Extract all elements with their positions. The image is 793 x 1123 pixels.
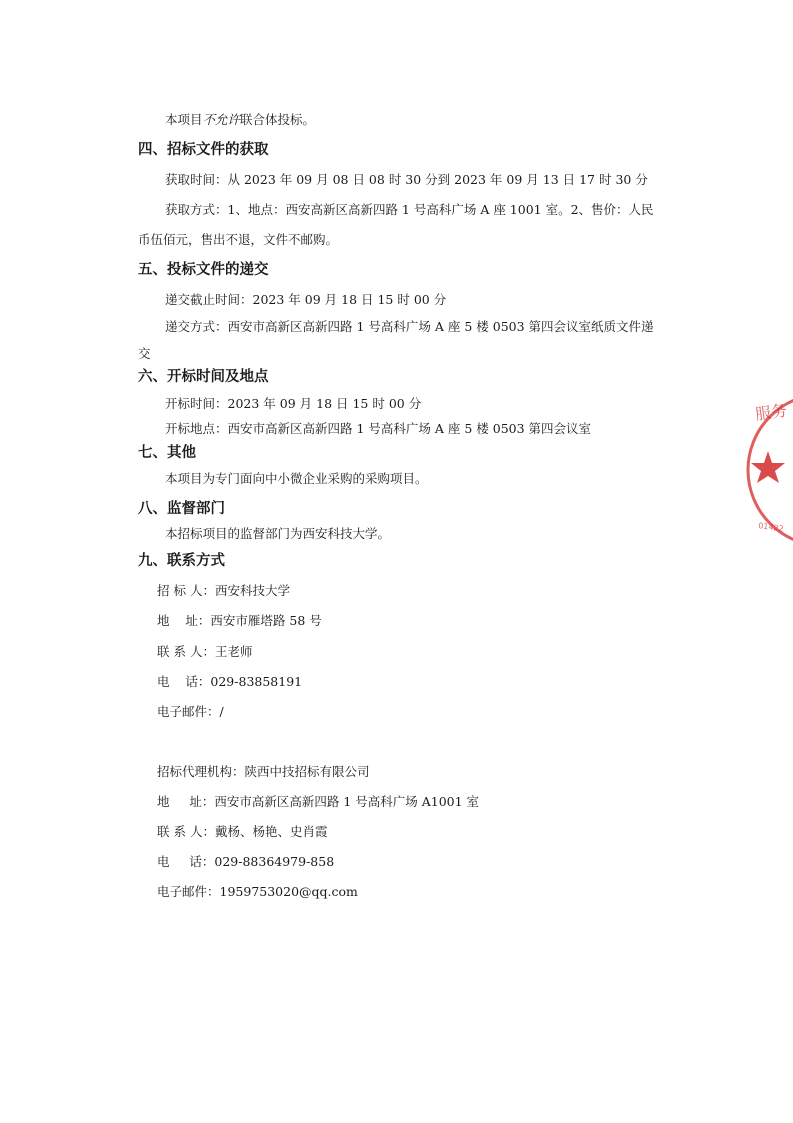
agent-contact-value: 戴杨、杨艳、史肖霞: [214, 824, 328, 839]
intro-emphasis: 不允许: [202, 112, 241, 127]
agent-address-value: 西安市高新区高新四路 1 号高科广场 A1001 室: [214, 794, 480, 809]
s4-method-line2: 币伍佰元，售出不退，文件不邮购。: [138, 232, 339, 247]
s4-time: 获取时间：从 2023 年 09 月 08 日 08 时 30 分到 2023 年 09 月 13 日 17 时 30 分: [165, 172, 648, 187]
section-8-heading: 八、监督部门: [138, 501, 225, 517]
buyer-address-label: 地 址：: [157, 613, 211, 628]
section-6-heading: 六、开标时间及地点: [138, 369, 269, 385]
seal-icon: [742, 390, 793, 552]
buyer-phone-value: 029-83858191: [210, 674, 303, 689]
agent-address-row: [157, 793, 479, 811]
buyer-phone-row: [157, 673, 302, 691]
buyer-contact-label: 联 系 人：: [157, 644, 215, 659]
agent-phone-value: 029-88364979-858: [214, 854, 335, 869]
s4-method-line1: 获取方式：1、地点：西安高新区高新四路 1 号高科广场 A 座 1001 室。2、售价：人民: [165, 202, 654, 217]
agent-phone-row: [157, 853, 334, 871]
s6-place: 开标地点：西安市高新区高新四路 1 号高科广场 A 座 5 楼 0503 第四会议室: [165, 421, 592, 436]
agent-phone-label: 电 话：: [157, 854, 215, 869]
s7-text: 本项目为专门面向中小微企业采购的采购项目。: [165, 471, 428, 486]
buyer-email-row: [157, 703, 224, 721]
s8-text: 本招标项目的监督部门为西安科技大学。: [165, 526, 391, 541]
buyer-phone-label: 电 话：: [157, 674, 211, 689]
agent-contact-label: 联 系 人：: [157, 824, 215, 839]
svg-text:服务: 服务: [753, 400, 789, 424]
intro-line: [165, 111, 315, 129]
section-5-heading: 五、投标文件的递交: [138, 262, 269, 278]
buyer-name-value: 西安科技大学: [214, 583, 290, 598]
s5-method-line2: 交: [138, 346, 151, 361]
intro-prefix: 本项目: [165, 112, 203, 127]
company-seal-partial: [742, 390, 793, 552]
buyer-contact-value: 王老师: [214, 644, 253, 659]
section-9-heading: 九、联系方式: [138, 553, 225, 569]
agent-email-label: 电子邮件：: [157, 884, 220, 899]
intro-suffix: 联合体投标。: [240, 112, 316, 127]
section-4-heading: 四、招标文件的获取: [138, 142, 269, 158]
agent-address-label: 地 址：: [157, 794, 215, 809]
agent-contact-row: [157, 823, 327, 841]
agent-name-value: 陕西中技招标有限公司: [244, 764, 370, 779]
buyer-contact-row: [157, 643, 252, 661]
s6-time: 开标时间：2023 年 09 月 18 日 15 时 00 分: [165, 396, 422, 411]
agent-name-label: 招标代理机构：: [157, 764, 245, 779]
buyer-email-value: /: [219, 704, 224, 719]
buyer-address-row: [157, 612, 322, 630]
buyer-name-label: 招 标 人：: [157, 583, 215, 598]
buyer-email-label: 电子邮件：: [157, 704, 220, 719]
svg-text:01422: 01422: [757, 521, 785, 534]
agent-email-value: 1959753020@qq.com: [219, 884, 358, 899]
buyer-address-value: 西安市雁塔路 58 号: [210, 613, 322, 628]
s5-method-line1: 递交方式：西安市高新区高新四路 1 号高科广场 A 座 5 楼 0503 第四会议室纸质文件递: [165, 319, 654, 334]
section-7-heading: 七、其他: [138, 445, 196, 461]
s5-deadline: 递交截止时间：2023 年 09 月 18 日 15 时 00 分: [165, 292, 447, 307]
agent-name-row: [157, 763, 370, 781]
buyer-name-row: [157, 582, 290, 600]
agent-email-row: [157, 883, 358, 901]
